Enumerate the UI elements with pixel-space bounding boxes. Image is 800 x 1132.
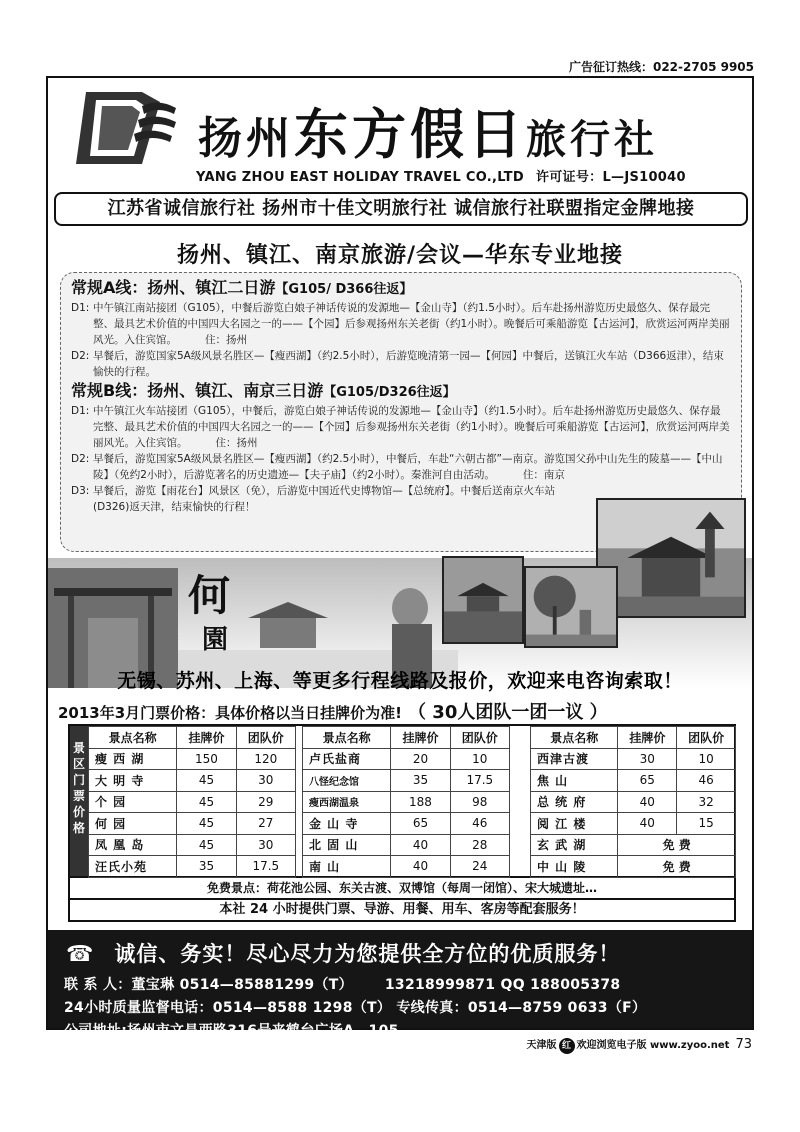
list-price: 65 (391, 813, 450, 835)
table-row (531, 748, 736, 770)
list-price: 40 (391, 834, 450, 856)
ticket-price-heading (58, 698, 608, 724)
list-price: 188 (391, 791, 450, 813)
service-line: 本社 24 小时提供门票、导游、用餐、用车、客房等配套服务！ (68, 900, 736, 922)
list-price: 35 (177, 856, 236, 878)
route-a-title (71, 277, 731, 300)
table-row (303, 813, 510, 835)
attraction-name: 玄 武 湖 (531, 834, 618, 856)
list-price: 35 (391, 770, 450, 792)
company-english-name (196, 166, 686, 185)
contact-person-line (64, 974, 620, 994)
attraction-name: 个 园 (89, 791, 177, 813)
group-price: 15 (677, 813, 736, 835)
service-slogan (66, 938, 620, 968)
red-badge-icon: 红 (559, 1038, 575, 1054)
table-row (303, 856, 510, 878)
list-price: 65 (618, 770, 677, 792)
table-row (531, 856, 736, 878)
attraction-name: 卢氏盐商 (303, 748, 391, 770)
attraction-name: 何 园 (89, 813, 177, 835)
group-price: 27 (236, 813, 295, 835)
free-attractions-line: 免费景点：荷花池公园、东关古渡、双博馆（每周一闭馆）、宋大城遗址… (68, 878, 736, 900)
day-label: D2: (71, 453, 90, 465)
attraction-name: 焦 山 (531, 770, 618, 792)
contact-person: 联 系 人：董宝琳 0514—85881299（T） (64, 977, 353, 993)
more-routes-slogan: 无锡、苏州、上海、等更多行程线路及报价，欢迎来电咨询索取！ (117, 670, 683, 692)
website-text: 欢迎浏览电子版 www.zyoo.net (576, 1040, 730, 1051)
page-footer (527, 1036, 752, 1054)
table-row (89, 791, 296, 813)
pagoda-photo (596, 498, 746, 618)
route-b-day2 (71, 451, 731, 483)
attraction-name: 金 山 寺 (303, 813, 391, 835)
advertisement-frame (46, 76, 754, 1039)
list-price: 45 (177, 834, 236, 856)
honors-banner: 江苏省诚信旅行社 扬州市十佳文明旅行社 诚信旅行社联盟指定金牌地接 (54, 192, 748, 226)
list-price: 40 (618, 813, 677, 835)
day-stay: 住：扬州 (205, 334, 247, 346)
group-price: 28 (450, 834, 509, 856)
day-text: 中午镇江火车站接团（G105），中餐后，游览白娘子神话传说的发源地—【金山寺】（约1.5小时）。后车赴扬州游览历史最悠久、保存最完整、最具艺术价值的中国四大名园之一的——【个园】后参观扬州东关老街（约1小时）。晚餐后可乘船游览【古运河】，欣赏运河两岸美丽风光。入住宾馆。 (93, 405, 730, 449)
ticket-side-label: 景区门票价格 (70, 726, 88, 876)
group-price: 10 (450, 748, 509, 770)
group-price-note: （ 30人团队一团一议 ） (408, 702, 608, 723)
ticket-table-a (88, 726, 296, 878)
table-row (531, 791, 736, 813)
header-group-price: 团队价 (450, 727, 509, 749)
route-a-code: 【G105/ D366往返】 (275, 282, 413, 297)
header-attraction: 景点名称 (89, 727, 177, 749)
list-price: 40 (391, 856, 450, 878)
ad-hotline: 广告征订热线：022-2705 9905 (568, 60, 754, 74)
table-row (89, 770, 296, 792)
attraction-name: 瘦 西 湖 (89, 748, 177, 770)
license-number: 许可证号：L—JS10040 (535, 170, 686, 185)
ticket-table-b (302, 726, 510, 878)
table-row (303, 834, 510, 856)
brand-part-1: 扬州 (198, 113, 294, 164)
group-price: 24 (450, 856, 509, 878)
table-row (303, 748, 510, 770)
table-row (89, 748, 296, 770)
table-row (89, 834, 296, 856)
phone-icon: ☎ (66, 942, 95, 967)
list-price: 40 (618, 791, 677, 813)
group-price: 30 (236, 834, 295, 856)
day-stay: 住：扬州 (215, 437, 258, 449)
free-price: 免 费 (618, 856, 736, 878)
price-heading-text: 2013年3月门票价格：具体价格以当日挂牌价为准! (58, 704, 403, 722)
day-text: 早餐后，游览国家5A级风景名胜区—【瘦西湖】（约2.5小时），中餐后，车赴“六朝古都”—南京。游览国父孙中山先生的陵墓——【中山陵】（免约2小时），后游览著名的历史遗迹—【夫子庙】（约2小时）。秦淮河自由活动。 (93, 453, 723, 481)
list-price: 45 (177, 770, 236, 792)
group-price: 30 (236, 770, 295, 792)
table-header-row (303, 727, 510, 749)
day-text: 中午镇江南站接团（G105），中餐后游览白娘子神话传说的发源地—【金山寺】（约1.5小时）。后车赴扬州游览历史最悠久、保存最完整、最具艺术价值的中国四大名园之一的——【个园】后参观扬州东关老街（约1小时）。晚餐后可乘船游览【古运河】，欣赏运河两岸美丽风光。入住宾馆。 (93, 302, 730, 346)
route-a-name: 常规A线：扬州、镇江二日游 (71, 278, 276, 297)
route-a-day2 (71, 348, 731, 380)
slogan-text: 诚信、务实！尽心尽力为您提供全方位的优质服务！ (114, 942, 621, 966)
header-attraction: 景点名称 (531, 727, 618, 749)
company-logo-icon (72, 88, 180, 168)
pavilion-photo (442, 556, 524, 644)
header-list-price: 挂牌价 (391, 727, 450, 749)
specialty-banner: 扬州、镇江、南京旅游/会议—华东专业地接 (176, 243, 624, 268)
header-list-price: 挂牌价 (177, 727, 236, 749)
route-b-day1 (71, 403, 731, 451)
brand-part-2: 东方假日 (294, 102, 526, 166)
group-price: 46 (677, 770, 736, 792)
contact-panel (48, 930, 752, 1039)
day-label: D1: (71, 302, 90, 314)
brand-part-3: 旅行社 (526, 116, 658, 163)
attraction-name: 北 固 山 (303, 834, 391, 856)
day-text: 早餐后，游览国家5A级风景名胜区—【瘦西湖】（约2.5小时），后游览晚清第一园—【何园】中餐后，送镇江火车站（D366返津），结束愉快的行程。 (93, 350, 724, 378)
group-price: 29 (236, 791, 295, 813)
group-price: 17.5 (236, 856, 295, 878)
day-label: D1: (71, 405, 90, 417)
header-group-price: 团队价 (677, 727, 736, 749)
garden-photo (524, 566, 618, 648)
table-row (303, 770, 510, 792)
attraction-name: 汪氏小苑 (89, 856, 177, 878)
free-price: 免 费 (618, 834, 736, 856)
group-price: 10 (677, 748, 736, 770)
company-address-line: 公司地址:扬州市文昌西路316号来鹤台广场A—105 (64, 1023, 399, 1039)
list-price: 150 (177, 748, 236, 770)
ticket-table-c (530, 726, 736, 878)
brand-name (198, 92, 658, 169)
table-row (531, 770, 736, 792)
day-text: 早餐后，游览【雨花台】风景区（免），后游览中国近代史博物馆—【总统府】。中餐后送南京火车站(D326)返天津，结束愉快的行程！ (93, 485, 555, 513)
attraction-name: 西津古渡 (531, 748, 618, 770)
ticket-price-table (68, 724, 736, 878)
table-header-row (89, 727, 296, 749)
calligraphy-char-1: 何 (188, 571, 231, 620)
header-attraction: 景点名称 (303, 727, 391, 749)
attraction-name: 南 山 (303, 856, 391, 878)
list-price: 20 (391, 748, 450, 770)
table-row (531, 834, 736, 856)
attraction-name: 阅 江 楼 (531, 813, 618, 835)
page-number: 73 (735, 1037, 752, 1052)
group-price: 46 (450, 813, 509, 835)
group-price: 120 (236, 748, 295, 770)
day-label: D2: (71, 350, 90, 362)
table-row (89, 856, 296, 878)
attraction-name: 中 山 陵 (531, 856, 618, 878)
table-row (89, 813, 296, 835)
route-b-title (71, 380, 731, 403)
group-price: 17.5 (450, 770, 509, 792)
supervision-phone-line: 24小时质量监督电话：0514—8588 1298（T） 专线传真：0514—8759 0633（F） (64, 1000, 647, 1016)
attraction-name: 总 统 府 (531, 791, 618, 813)
table-header-row (531, 727, 736, 749)
header-group-price: 团队价 (236, 727, 295, 749)
he-garden-calligraphy (188, 571, 231, 660)
day-label: D3: (71, 485, 90, 497)
list-price: 45 (177, 791, 236, 813)
route-b-day3 (71, 483, 571, 515)
list-price: 30 (618, 748, 677, 770)
attraction-name: 瘦西湖温泉 (303, 791, 391, 813)
route-b-name: 常规B线：扬州、镇江、南京三日游 (71, 381, 324, 400)
calligraphy-char-2: 園 (202, 625, 229, 655)
table-row (531, 813, 736, 835)
route-b-code: 【G105/D326往返】 (323, 385, 456, 400)
group-price: 98 (450, 791, 509, 813)
day-stay: 住：南京 (522, 469, 565, 481)
contact-mobile-qq: 13218999871 QQ 188005378 (384, 977, 621, 993)
route-a-day1 (71, 300, 731, 348)
edition-label: 天津版 (526, 1040, 557, 1051)
group-price: 32 (677, 791, 736, 813)
company-en-text: YANG ZHOU EAST HOLIDAY TRAVEL CO.,LTD (196, 170, 524, 185)
attraction-name: 凤 凰 岛 (89, 834, 177, 856)
attraction-name: 大 明 寺 (89, 770, 177, 792)
table-row (303, 791, 510, 813)
header-list-price: 挂牌价 (618, 727, 677, 749)
list-price: 45 (177, 813, 236, 835)
attraction-name: 八怪纪念馆 (303, 770, 391, 792)
